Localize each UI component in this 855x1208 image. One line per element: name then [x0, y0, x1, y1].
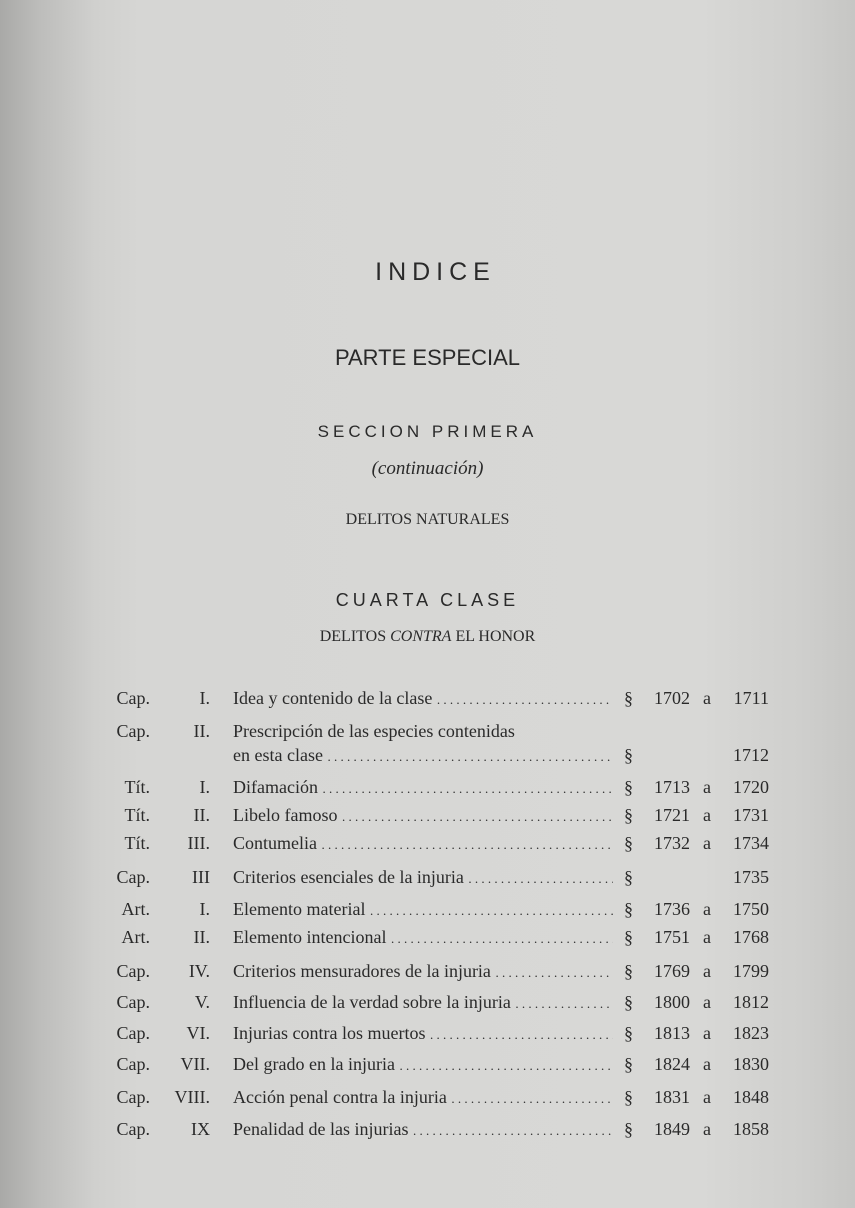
range-connector: a [703, 777, 711, 797]
entry-title-text: Contumelia [233, 833, 317, 853]
section-sign: § [624, 1119, 633, 1139]
range-end: 1750 [733, 899, 769, 919]
section-sign: § [624, 867, 633, 887]
range-start: 1813 [654, 1023, 690, 1043]
entry-title-text: Elemento intencional [233, 927, 387, 947]
entry-title-text: Libelo famoso [233, 805, 338, 825]
toc-entry [0, 741, 855, 769]
index-heading: INDICE [375, 258, 496, 286]
entry-title-text: Criterios mensuradores de la injuria [233, 961, 491, 981]
toc-entry [0, 895, 855, 923]
range-end: 1735 [733, 867, 769, 887]
range-start: 1831 [654, 1087, 690, 1107]
section-sign: § [624, 1054, 633, 1074]
entry-title [233, 1019, 613, 1049]
entry-number: IX [191, 1119, 210, 1139]
section-sign: § [624, 961, 633, 981]
toc-entry [0, 923, 855, 951]
section-sign: § [624, 1087, 633, 1107]
entry-title-text: Difamación [233, 777, 318, 797]
entry-title [233, 684, 613, 714]
range-end: 1731 [733, 805, 769, 825]
entry-title [233, 895, 613, 925]
section-sign: § [624, 688, 633, 708]
toc-entry [0, 684, 855, 712]
range-start: 1769 [654, 961, 690, 981]
entry-number: IV. [188, 961, 210, 981]
entry-label: Cap. [116, 1054, 150, 1074]
range-connector: a [703, 1023, 711, 1043]
entry-title-text: Penalidad de las injurias [233, 1119, 409, 1139]
range-start: 1721 [654, 805, 690, 825]
toc-entry [0, 1083, 855, 1111]
range-end: 1823 [733, 1023, 769, 1043]
entry-label: Art. [121, 927, 150, 947]
range-end: 1830 [733, 1054, 769, 1074]
entry-title [233, 957, 613, 987]
entry-number: VII. [180, 1054, 210, 1074]
entry-label: Cap. [116, 1023, 150, 1043]
entry-label: Cap. [116, 721, 150, 741]
toc-entry [0, 1019, 855, 1047]
heading-part-1: DELITOS [319, 628, 387, 645]
section-sign: § [624, 899, 633, 919]
toc-entry [0, 773, 855, 801]
range-connector: a [703, 1054, 711, 1074]
range-start: 1702 [654, 688, 690, 708]
entry-number: III [192, 867, 210, 887]
toc-entry [0, 988, 855, 1016]
section-sign: § [624, 927, 633, 947]
heading-part-2: EL HONOR [455, 628, 536, 645]
toc-entry [0, 801, 855, 829]
crimes-against-honor-heading [0, 628, 855, 646]
entry-title [233, 863, 613, 893]
entry-title-text: Acción penal contra la injuria [233, 1087, 447, 1107]
range-end: 1799 [733, 961, 769, 981]
section-sign: § [624, 833, 633, 853]
range-connector: a [703, 927, 711, 947]
entry-title [233, 988, 613, 1018]
entry-title [233, 829, 613, 859]
toc-entry [0, 1115, 855, 1143]
section-sign: § [624, 745, 633, 765]
range-connector: a [703, 805, 711, 825]
range-start: 1713 [654, 777, 690, 797]
range-connector: a [703, 833, 711, 853]
entry-title-text: Idea y contenido de la clase [233, 688, 433, 708]
entry-number: I. [199, 899, 210, 919]
entry-label: Cap. [116, 961, 150, 981]
entry-number: II. [193, 805, 210, 825]
entry-label: Tít. [124, 833, 150, 853]
range-start: 1800 [654, 992, 690, 1012]
entry-label: Cap. [116, 688, 150, 708]
entry-title [233, 1050, 613, 1080]
range-start: 1732 [654, 833, 690, 853]
entry-title-text: Del grado en la injuria [233, 1054, 395, 1074]
range-connector: a [703, 688, 711, 708]
heading-part-italic: CONTRA [390, 628, 452, 645]
range-start: 1736 [654, 899, 690, 919]
toc-entry [0, 829, 855, 857]
entry-label: Cap. [116, 867, 150, 887]
range-connector: a [703, 961, 711, 981]
entry-label: Art. [121, 899, 150, 919]
toc-entry [0, 1050, 855, 1078]
range-connector: a [703, 992, 711, 1012]
entry-title [233, 1083, 613, 1113]
range-connector: a [703, 1087, 711, 1107]
entry-label: Cap. [116, 1087, 150, 1107]
section-sign: § [624, 805, 633, 825]
entry-label: Cap. [116, 992, 150, 1012]
toc-entry [0, 863, 855, 891]
section-sign: § [624, 777, 633, 797]
entry-number: VI. [186, 1023, 210, 1043]
entry-title [233, 741, 613, 771]
range-start: 1751 [654, 927, 690, 947]
section-sign: § [624, 1023, 633, 1043]
entry-number: II. [193, 927, 210, 947]
range-end: 1720 [733, 777, 769, 797]
entry-title-text: Criterios esenciales de la injuria [233, 867, 464, 887]
range-connector: a [703, 1119, 711, 1139]
range-end: 1711 [733, 688, 769, 708]
range-connector: a [703, 899, 711, 919]
entry-label: Tít. [124, 805, 150, 825]
entry-title [233, 923, 613, 953]
entry-title [233, 773, 613, 803]
range-end: 1768 [733, 927, 769, 947]
continuation-note: (continuación) [371, 458, 484, 479]
entry-title-text: en esta clase [233, 745, 323, 765]
natural-crimes-heading: DELITOS NATURALES [345, 511, 510, 528]
entry-title-text: Injurias contra los muertos [233, 1023, 426, 1043]
section-sign: § [624, 992, 633, 1012]
range-end: 1848 [733, 1087, 769, 1107]
section-heading: SECCION PRIMERA [317, 422, 538, 441]
toc-entry [0, 957, 855, 985]
entry-number: I. [199, 777, 210, 797]
entry-title [233, 1115, 613, 1145]
entry-number: VIII. [174, 1087, 210, 1107]
range-start: 1824 [654, 1054, 690, 1074]
range-end: 1812 [733, 992, 769, 1012]
range-end: 1734 [733, 833, 769, 853]
range-end: 1712 [733, 745, 769, 765]
entry-number: V. [194, 992, 210, 1012]
entry-number: III. [187, 833, 210, 853]
part-heading: PARTE ESPECIAL [334, 345, 521, 370]
entry-title-text: Prescripción de las especies contenidas [233, 721, 515, 741]
entry-label: Tít. [124, 777, 150, 797]
entry-title [233, 801, 613, 831]
entry-number: II. [193, 721, 210, 741]
entry-label: Cap. [116, 1119, 150, 1139]
entry-number: I. [199, 688, 210, 708]
range-end: 1858 [733, 1119, 769, 1139]
entry-title-text: Elemento material [233, 899, 366, 919]
range-start: 1849 [654, 1119, 690, 1139]
entry-title-text: Influencia de la verdad sobre la injuria [233, 992, 511, 1012]
fourth-class-heading: CUARTA CLASE [335, 590, 520, 610]
